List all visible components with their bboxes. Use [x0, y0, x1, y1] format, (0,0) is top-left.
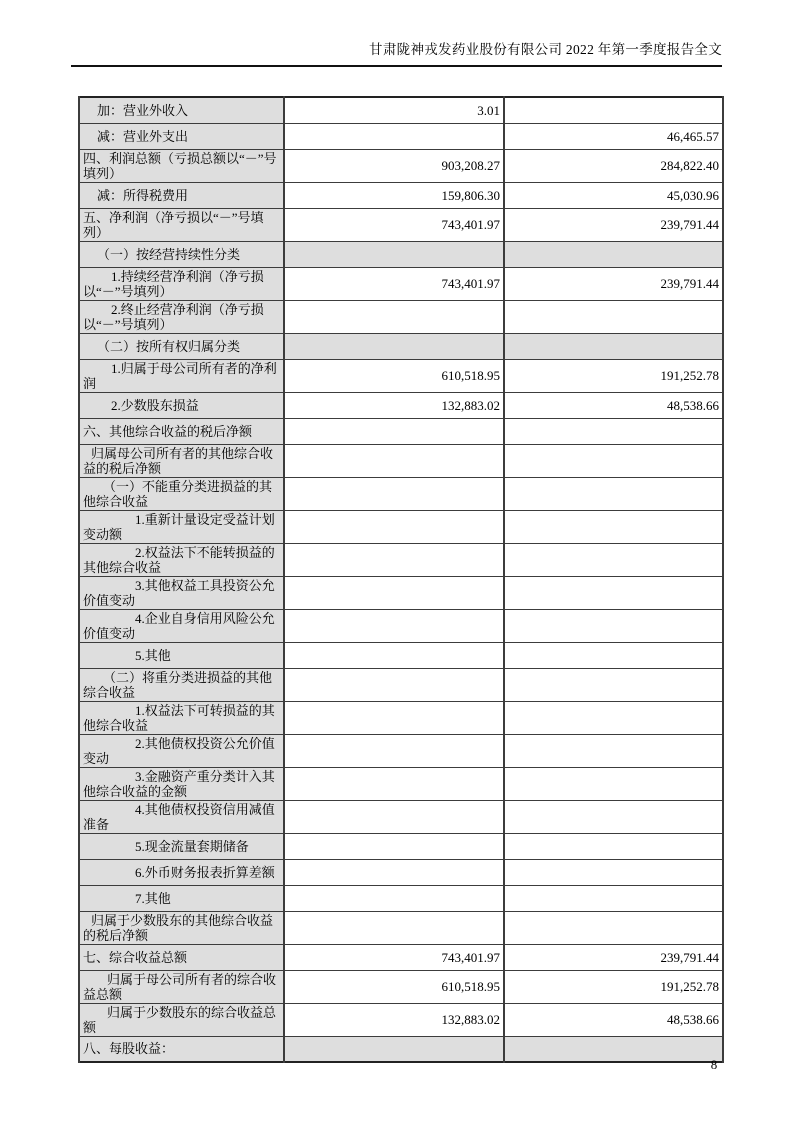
row-value-prior-period: 239,791.44: [504, 944, 723, 970]
row-value-prior-period: 284,822.40: [504, 149, 723, 182]
row-label: 2.其他债权投资公允价值变动: [79, 734, 284, 767]
table-row: [79, 576, 723, 609]
row-value-current-period: [284, 911, 504, 944]
row-label: 3.其他权益工具投资公允价值变动: [79, 576, 284, 609]
row-value-current-period: 159,806.30: [284, 182, 504, 208]
row-value-current-period: [284, 734, 504, 767]
row-value-prior-period: [504, 97, 723, 123]
table-row: [79, 944, 723, 970]
row-value-current-period: [284, 300, 504, 333]
row-value-prior-period: [504, 333, 723, 359]
row-label: 7.其他: [79, 885, 284, 911]
table-row: [79, 510, 723, 543]
row-value-current-period: 132,883.02: [284, 1003, 504, 1036]
row-label: 6.外币财务报表折算差额: [79, 859, 284, 885]
row-label: 4.企业自身信用风险公允价值变动: [79, 609, 284, 642]
row-value-current-period: 610,518.95: [284, 359, 504, 392]
table-row: [79, 668, 723, 701]
table-row: [79, 241, 723, 267]
row-value-prior-period: 48,538.66: [504, 392, 723, 418]
row-value-current-period: [284, 444, 504, 477]
row-value-current-period: [284, 576, 504, 609]
table-row: [79, 767, 723, 800]
row-value-current-period: 132,883.02: [284, 392, 504, 418]
income-statement-table: [78, 96, 724, 1063]
table-row: [79, 123, 723, 149]
report-header-title: 甘肃陇神戎发药业股份有限公司 2022 年第一季度报告全文: [369, 42, 722, 57]
row-label: （一）按经营持续性分类: [79, 241, 284, 267]
row-value-prior-period: [504, 1036, 723, 1062]
table-row: [79, 182, 723, 208]
table-row: [79, 208, 723, 241]
table-row: [79, 911, 723, 944]
table-row: [79, 1036, 723, 1062]
row-value-current-period: 743,401.97: [284, 944, 504, 970]
row-value-current-period: [284, 418, 504, 444]
row-label: （一）不能重分类进损益的其他综合收益: [79, 477, 284, 510]
row-label: （二）将重分类进损益的其他综合收益: [79, 668, 284, 701]
row-label: 4.其他债权投资信用减值准备: [79, 800, 284, 833]
row-value-prior-period: [504, 609, 723, 642]
row-label: 减：所得税费用: [79, 182, 284, 208]
row-value-current-period: [284, 543, 504, 576]
row-value-current-period: [284, 333, 504, 359]
table-row: [79, 97, 723, 123]
table-row: [79, 149, 723, 182]
row-value-prior-period: [504, 734, 723, 767]
table-row: [79, 833, 723, 859]
table-row: [79, 477, 723, 510]
row-label: 3.金融资产重分类计入其他综合收益的金额: [79, 767, 284, 800]
row-value-prior-period: [504, 767, 723, 800]
row-label: 归属于母公司所有者的综合收益总额: [79, 970, 284, 1003]
row-label: 减：营业外支出: [79, 123, 284, 149]
table-row: [79, 701, 723, 734]
row-label: 归属于少数股东的其他综合收益的税后净额: [79, 911, 284, 944]
table-row: [79, 300, 723, 333]
page-number: 8: [710, 1057, 718, 1072]
row-value-current-period: [284, 241, 504, 267]
row-value-prior-period: 48,538.66: [504, 1003, 723, 1036]
row-value-current-period: 903,208.27: [284, 149, 504, 182]
row-label: 六、其他综合收益的税后净额: [79, 418, 284, 444]
row-label: 5.现金流量套期储备: [79, 833, 284, 859]
row-label: 五、净利润（净亏损以“－”号填列）: [79, 208, 284, 241]
table-row: [79, 359, 723, 392]
row-value-current-period: 743,401.97: [284, 267, 504, 300]
row-value-prior-period: [504, 911, 723, 944]
row-value-current-period: [284, 859, 504, 885]
table-row: [79, 392, 723, 418]
row-value-current-period: [284, 800, 504, 833]
row-value-current-period: [284, 1036, 504, 1062]
row-label: 八、每股收益：: [79, 1036, 284, 1062]
table-row: [79, 800, 723, 833]
row-value-prior-period: [504, 300, 723, 333]
row-value-prior-period: [504, 576, 723, 609]
row-value-prior-period: 239,791.44: [504, 208, 723, 241]
table-row: [79, 859, 723, 885]
row-label: 1.重新计量设定受益计划变动额: [79, 510, 284, 543]
row-value-prior-period: [504, 642, 723, 668]
row-value-prior-period: [504, 510, 723, 543]
row-value-prior-period: [504, 859, 723, 885]
row-label: 2.权益法下不能转损益的其他综合收益: [79, 543, 284, 576]
row-label: 加：营业外收入: [79, 97, 284, 123]
row-label: （二）按所有权归属分类: [79, 333, 284, 359]
row-label: 1.归属于母公司所有者的净利润: [79, 359, 284, 392]
table-row: [79, 543, 723, 576]
row-label: 5.其他: [79, 642, 284, 668]
row-label: 四、利润总额（亏损总额以“－”号填列）: [79, 149, 284, 182]
row-value-current-period: 610,518.95: [284, 970, 504, 1003]
row-label: 1.权益法下可转损益的其他综合收益: [79, 701, 284, 734]
report-header: [71, 42, 722, 67]
table-row: [79, 885, 723, 911]
row-value-prior-period: [504, 668, 723, 701]
row-value-prior-period: [504, 885, 723, 911]
row-label: 2.终止经营净利润（净亏损以“－”号填列）: [79, 300, 284, 333]
row-value-current-period: 3.01: [284, 97, 504, 123]
table-row: [79, 970, 723, 1003]
row-value-current-period: [284, 668, 504, 701]
table-row: [79, 267, 723, 300]
row-value-prior-period: [504, 833, 723, 859]
row-value-prior-period: [504, 241, 723, 267]
table-row: [79, 734, 723, 767]
row-value-current-period: [284, 885, 504, 911]
row-value-current-period: [284, 767, 504, 800]
row-value-prior-period: [504, 444, 723, 477]
row-value-current-period: [284, 701, 504, 734]
row-value-prior-period: [504, 543, 723, 576]
row-value-current-period: [284, 123, 504, 149]
row-value-current-period: [284, 833, 504, 859]
row-value-current-period: [284, 609, 504, 642]
row-value-prior-period: [504, 418, 723, 444]
row-label: 归属母公司所有者的其他综合收益的税后净额: [79, 444, 284, 477]
row-label: 七、综合收益总额: [79, 944, 284, 970]
table-row: [79, 1003, 723, 1036]
row-value-current-period: [284, 642, 504, 668]
row-value-prior-period: 45,030.96: [504, 182, 723, 208]
table-row: [79, 642, 723, 668]
table-row: [79, 444, 723, 477]
table-row: [79, 418, 723, 444]
row-value-prior-period: [504, 800, 723, 833]
row-value-current-period: 743,401.97: [284, 208, 504, 241]
row-label: 归属于少数股东的综合收益总额: [79, 1003, 284, 1036]
row-value-prior-period: [504, 477, 723, 510]
row-value-prior-period: [504, 701, 723, 734]
row-value-prior-period: 46,465.57: [504, 123, 723, 149]
row-label: 1.持续经营净利润（净亏损以“－”号填列）: [79, 267, 284, 300]
row-value-prior-period: 191,252.78: [504, 970, 723, 1003]
table-row: [79, 609, 723, 642]
row-value-prior-period: 239,791.44: [504, 267, 723, 300]
row-value-prior-period: 191,252.78: [504, 359, 723, 392]
table-body: [79, 97, 723, 1062]
row-value-current-period: [284, 477, 504, 510]
table-row: [79, 333, 723, 359]
row-label: 2.少数股东损益: [79, 392, 284, 418]
row-value-current-period: [284, 510, 504, 543]
